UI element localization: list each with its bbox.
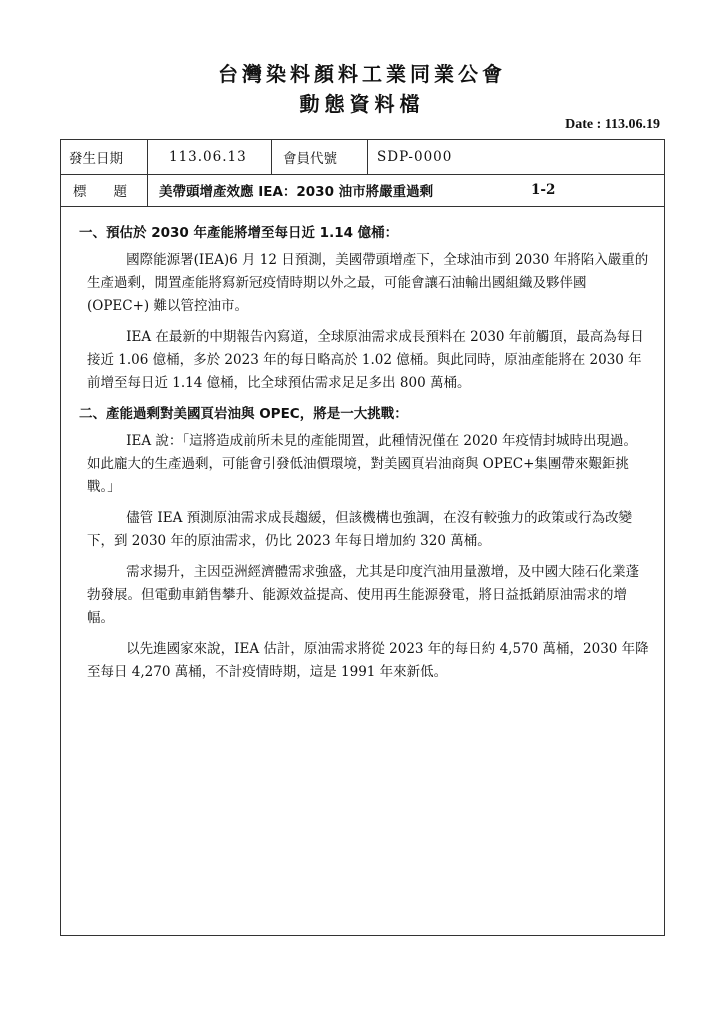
section-heading-1: 一、預估於 2030 年產能將增至每日近 1.14 億桶： xyxy=(79,225,399,241)
document-frame xyxy=(60,139,665,936)
date-label: 發生日期 xyxy=(69,151,123,167)
divider xyxy=(271,140,272,174)
member-value: SDP-0000 xyxy=(377,149,453,165)
page-number: 1-2 xyxy=(531,182,556,198)
title-row xyxy=(61,174,664,207)
info-row xyxy=(61,140,664,175)
paragraph: 以先進國家來說，IEA 估計，原油需求將從 2023 年的每日約 4,570 萬桶，2030 年降至每日 4,270 萬桶，不計疫情時期，這是 1991 年來新低。 xyxy=(87,641,649,680)
title-label: 標 題 xyxy=(73,184,127,200)
org-title: 台灣染料顏料工業同業公會 xyxy=(218,62,506,86)
divider xyxy=(147,174,148,206)
document-body xyxy=(79,222,650,692)
section-heading-2: 二、產能過剩對美國頁岩油與 OPEC，將是一大挑戰： xyxy=(79,406,408,422)
doc-date: Date : 113.06.19 xyxy=(565,117,660,132)
date-value: 113.06.13 xyxy=(169,149,247,165)
divider xyxy=(147,140,148,174)
paragraph: 需求揚升，主因亞洲經濟體需求強盛，尤其是印度汽油用量激增，及中國大陸石化業蓬勃發展。但電動車銷售攀升、能源效益提高、使用再生能源發電，將日益抵銷原油需求的增幅。 xyxy=(87,564,640,626)
paragraph: 儘管 IEA 預測原油需求成長趨緩，但該機構也強調，在沒有較強力的政策或行為改變下，到 2030 年的原油需求，仍比 2023 年每日增加約 320 萬桶。 xyxy=(87,510,633,549)
member-label: 會員代號 xyxy=(283,151,337,167)
divider xyxy=(367,140,368,174)
paragraph: IEA 在最新的中期報告內寫道，全球原油需求成長預料在 2030 年前觸頂，最高為每日接近 1.06 億桶，多於 2023 年的每日略高於 1.02 億桶。與此同時，原油產能將在 2030 年前增至每日近 1.14 億桶，比全球預估需求足足多出 800 萬桶。 xyxy=(87,329,644,391)
paragraph: 國際能源署(IEA)6 月 12 日預測，美國帶頭增產下，全球油市到 2030 年將陷入嚴重的生產過剩，閒置產能將寫新冠疫情時期以外之最，可能會讓石油輸出國組織及夥伴國 (OPEC+) 難以管控油市。 xyxy=(87,252,649,314)
doc-subtitle: 動態資料檔 xyxy=(299,92,425,116)
paragraph: IEA 說：「這將造成前所未見的產能閒置，此種情況僅在 2020 年疫情封城時出現過。如此龐大的生產過剩，可能會引發低油價環境，對美國頁岩油商與 OPEC+集團帶來艱鉅挑戰。」 xyxy=(87,433,638,495)
title-value: 美帶頭增產效應 IEA：2030 油市將嚴重過剩 xyxy=(159,184,434,200)
